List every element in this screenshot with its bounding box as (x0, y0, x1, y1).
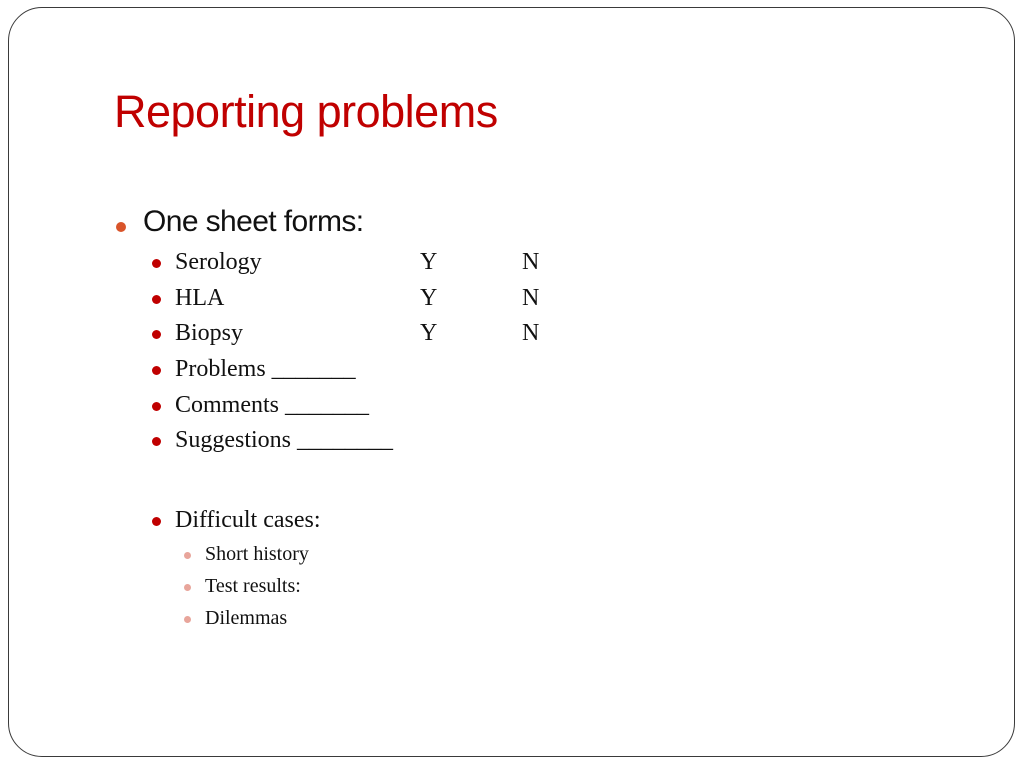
bullet-icon (152, 366, 161, 375)
item-label: Suggestions ________ (175, 427, 394, 453)
section-heading: One sheet forms: (143, 205, 364, 238)
bullet-icon (152, 259, 161, 268)
bullet-icon (184, 616, 191, 623)
slide-title: Reporting problems (114, 86, 498, 137)
yes-option: Y (420, 285, 438, 311)
item-label: Comments _______ (175, 392, 370, 418)
bullet-icon (152, 330, 161, 339)
no-option: N (522, 320, 540, 346)
item-label: Biopsy (175, 320, 244, 346)
bullet-icon (152, 402, 161, 411)
no-option: N (522, 249, 540, 275)
bullet-icon (184, 584, 191, 591)
bullet-icon (152, 517, 161, 526)
sub-item-label: Short history (205, 543, 309, 565)
item-label: Problems _______ (175, 356, 356, 382)
item-label: HLA (175, 285, 225, 311)
yes-option: Y (420, 320, 438, 346)
bullet-icon (152, 437, 161, 446)
sub-item-label: Dilemmas (205, 607, 288, 629)
sub-item-label: Test results: (205, 575, 301, 597)
bullet-icon (184, 552, 191, 559)
yes-option: Y (420, 249, 438, 275)
bullet-icon (152, 295, 161, 304)
item-label: Serology (175, 249, 262, 275)
no-option: N (522, 285, 540, 311)
bullet-icon (116, 222, 126, 232)
item-label: Difficult cases: (175, 507, 321, 533)
